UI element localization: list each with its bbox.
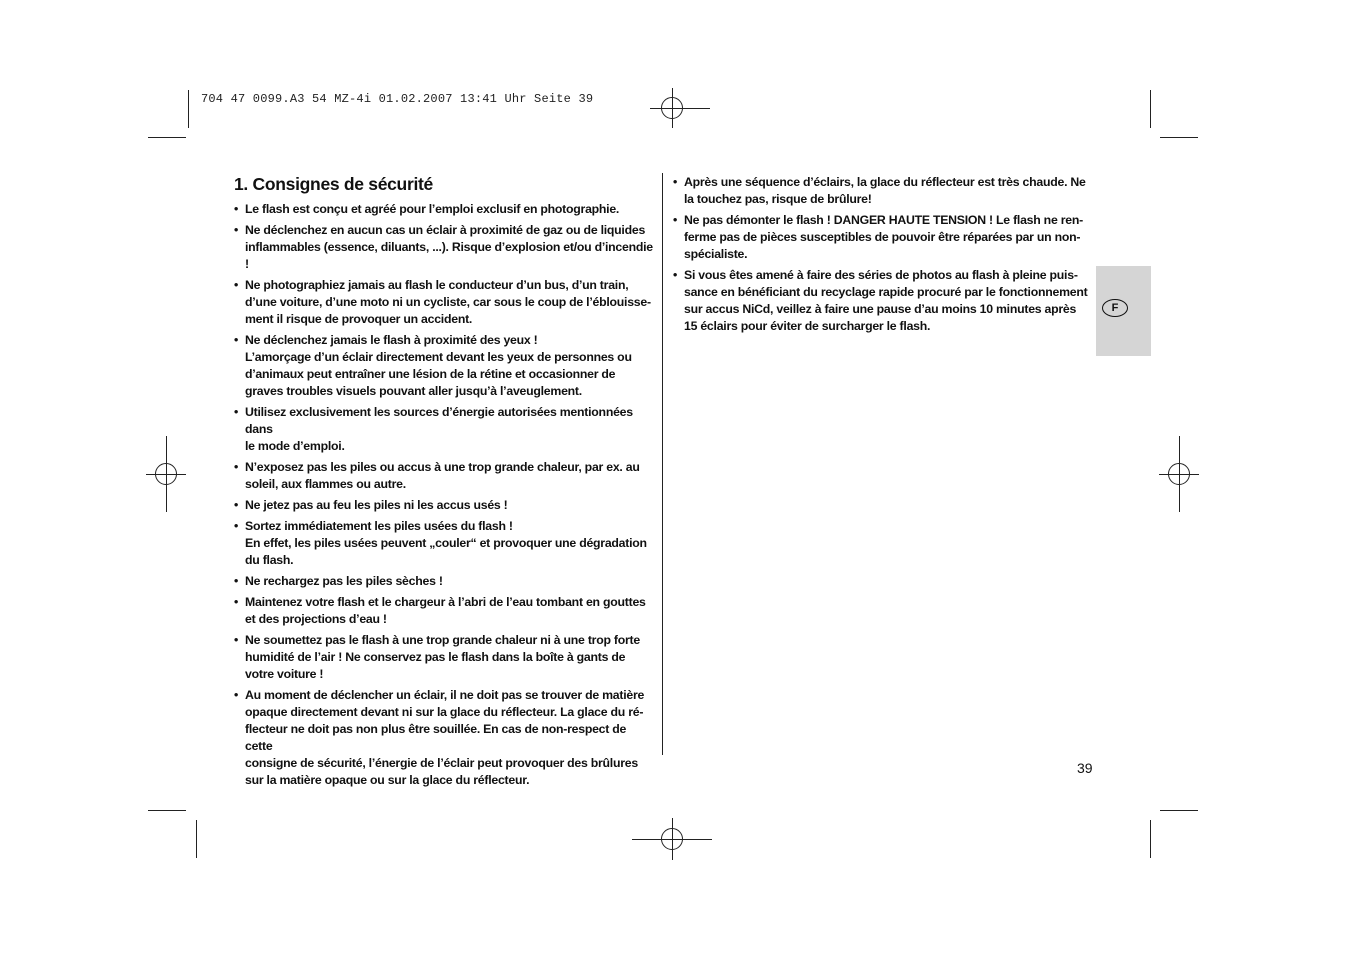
crop-mark: [632, 839, 712, 840]
list-item: • Ne photographiez jamais au flash le conducteur d’un bus, d’un train, d’une voiture, d’une moto ni un cycliste, car sous le coup de l’éblouisse- ment il risque de provoquer un accident.: [234, 277, 656, 328]
safety-list: [234, 201, 656, 789]
column-divider: [662, 173, 663, 755]
list-item: • Ne pas démonter le flash ! DANGER HAUTE TENSION ! Le flash ne ren- ferme pas de pièces susceptibles de pouvoir être réparées par un non- spécialiste.: [673, 212, 1089, 263]
left-column: [234, 174, 656, 793]
list-item: • Ne rechargez pas les piles sèches !: [234, 573, 656, 590]
print-header: 704 47 0099.A3 54 MZ-4i 01.02.2007 13:41 Uhr Seite 39: [201, 92, 594, 106]
list-item: • Si vous êtes amené à faire des séries de photos au flash à pleine puis- sance en bénéficiant du recyclage rapide procuré par le fonctionnement sur accus NiCd, veillez à faire une pause d’au moins 10 minutes après 15 éclairs pour éviter de surcharger le flash.: [673, 267, 1089, 335]
list-item: • N’exposez pas les piles ou accus à une trop grande chaleur, par ex. au soleil, aux flammes ou autre.: [234, 459, 656, 493]
list-item: • Ne soumettez pas le flash à une trop grande chaleur ni à une trop forte humidité de l’air ! Ne conservez pas le flash dans la boîte à gants de votre voiture !: [234, 632, 656, 683]
language-tab-label: F: [1102, 299, 1128, 317]
list-item: • Ne jetez pas au feu les piles ni les accus usés !: [234, 497, 656, 514]
list-item: • Utilisez exclusivement les sources d’énergie autorisées mentionnées dans le mode d’emploi.: [234, 404, 656, 455]
list-item: • Au moment de déclencher un éclair, il ne doit pas se trouver de matière opaque directement devant ni sur la glace du réflecteur. La glace du ré- flecteur ne doit pas non plus être souillée. En cas de non-respect de cette consigne de sécurité, l’énergie de l’éclair peut provoquer des brûlures sur la matière opaque ou sur la glace du réflecteur.: [234, 687, 656, 789]
crop-mark: [1159, 474, 1199, 475]
list-item: • Maintenez votre flash et le chargeur à l’abri de l’eau tombant en gouttes et des projections d’eau !: [234, 594, 656, 628]
crop-mark: [650, 108, 710, 109]
crop-mark: [188, 90, 189, 128]
crop-mark: [148, 810, 186, 811]
list-item: • Sortez immédiatement les piles usées du flash ! En effet, les piles usées peuvent „couler“ et provoquer une dégradation du flash.: [234, 518, 656, 569]
list-item: • Ne déclenchez jamais le flash à proximité des yeux ! L’amorçage d’un éclair directement devant les yeux de personnes ou d’animaux peut entraîner une lésion de la rétine et occasionner de graves troubles visuels pouvant aller jusqu’à l’aveuglement.: [234, 332, 656, 400]
crop-mark: [1160, 810, 1198, 811]
crop-mark: [146, 474, 186, 475]
crop-mark: [148, 137, 186, 138]
right-column: [673, 174, 1089, 339]
crop-mark: [1150, 820, 1151, 858]
list-item: • Le flash est conçu et agréé pour l’emploi exclusif en photographie.: [234, 201, 656, 218]
crop-mark: [1150, 90, 1151, 128]
list-item: • Ne déclenchez en aucun cas un éclair à proximité de gaz ou de liquides inflammables (essence, diluants, ...). Risque d’explosion et/ou d’incendie !: [234, 222, 656, 273]
section-title: 1. Consignes de sécurité: [234, 174, 433, 194]
crop-mark: [196, 820, 197, 858]
safety-list-continued: [673, 174, 1089, 335]
crop-mark: [1160, 137, 1198, 138]
page-number: 39: [1077, 760, 1093, 776]
list-item: • Après une séquence d’éclairs, la glace du réflecteur est très chaude. Ne la touchez pas, risque de brûlure!: [673, 174, 1089, 208]
